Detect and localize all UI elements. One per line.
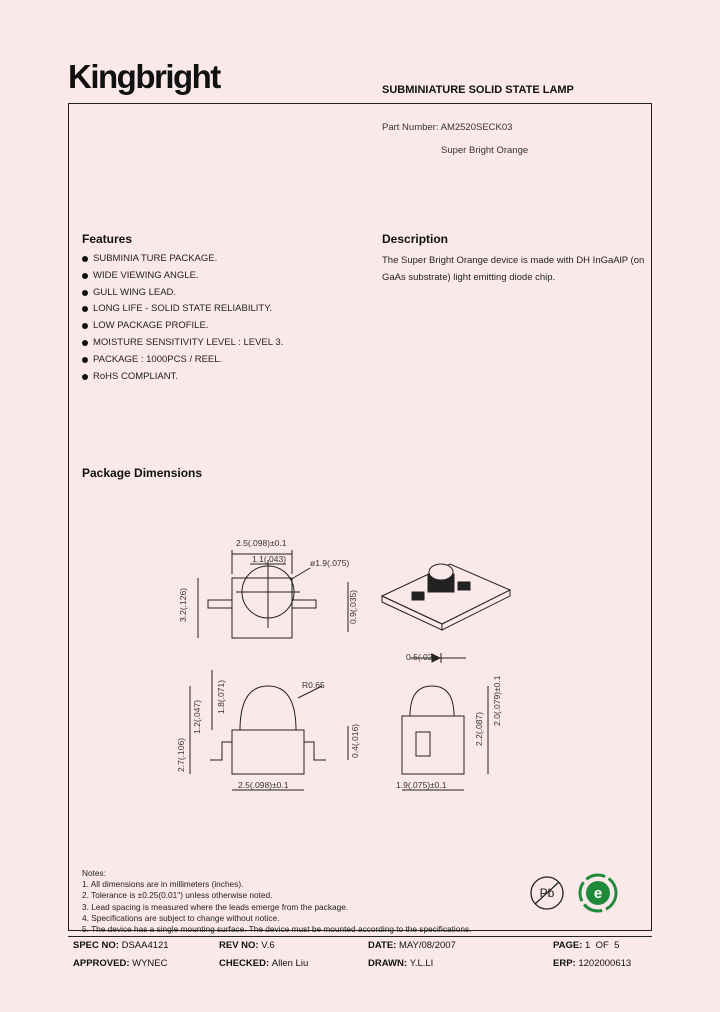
footer-divider bbox=[68, 936, 652, 937]
note-line: 3. Lead spacing is measured where the leads emerge from the package. bbox=[82, 901, 349, 912]
features-heading: Features bbox=[82, 232, 133, 246]
top-view-lead-left bbox=[208, 600, 232, 608]
note-line: 5. The device has a single mounting surface. The device must be mounted according to the specifications. bbox=[82, 924, 472, 935]
dim-label: 2.2(.087) bbox=[474, 711, 484, 746]
spec-no: SPEC NO: DSAA4121 bbox=[73, 940, 169, 951]
feature-item: WIDE VIEWING ANGLE. bbox=[82, 269, 283, 286]
dim-label: 2.0(.079)±0.1 bbox=[492, 675, 502, 726]
note-line: 4. Specifications are subject to change without notice. bbox=[82, 912, 280, 923]
package-dimensions-drawing bbox=[170, 520, 530, 800]
part-number: Part Number: AM2520SECK03 bbox=[382, 122, 513, 133]
dim-label: ø1.9(.075) bbox=[310, 558, 350, 568]
package-dimensions-heading: Package Dimensions bbox=[82, 466, 203, 480]
feature-item: GULL WING LEAD. bbox=[82, 286, 283, 303]
feature-item: LONG LIFE - SOLID STATE RELIABILITY. bbox=[82, 302, 283, 319]
note-line: 1. All dimensions are in millimeters (inches). bbox=[82, 879, 244, 890]
feature-item: SUBMINIA TURE PACKAGE. bbox=[82, 252, 283, 269]
dim-label: 0.4(.016) bbox=[350, 723, 360, 758]
checked-by: CHECKED: Allen Liu bbox=[219, 958, 309, 969]
emitted-color: Super Bright Orange bbox=[441, 145, 529, 156]
top-view-lead-right bbox=[292, 600, 316, 608]
rohs-label: e bbox=[593, 885, 603, 902]
feature-item: LOW PACKAGE PROFILE. bbox=[82, 319, 283, 336]
dim-label: 2.5(.098)±0.1 bbox=[236, 538, 287, 548]
dim-label: 0.5(.02) bbox=[406, 652, 436, 662]
notes-title: Notes: bbox=[82, 868, 106, 878]
rohs-icon bbox=[577, 872, 619, 914]
dim-label: 2.7(.106) bbox=[176, 737, 186, 772]
description-heading: Description bbox=[382, 232, 449, 246]
note-line: 2. Tolerance is ±0.25(0.01") unless otherwise noted. bbox=[82, 890, 273, 901]
dim-label: 0.9(.035) bbox=[348, 589, 358, 624]
erp-number: ERP: 1202000613 bbox=[553, 958, 632, 969]
features-list bbox=[82, 252, 283, 386]
dim-label: R0.65 bbox=[302, 680, 325, 690]
rev-no: REV NO: V.6 bbox=[219, 940, 275, 951]
dim-label: 2.5(.098)±0.1 bbox=[238, 780, 289, 790]
lead-free-label: Pb bbox=[539, 886, 555, 900]
dim-label: 1.9(.075)±0.1 bbox=[396, 780, 447, 790]
feature-item: MOISTURE SENSITIVITY LEVEL : LEVEL 3. bbox=[82, 336, 283, 353]
content-frame bbox=[68, 103, 652, 931]
feature-item: PACKAGE : 1000PCS / REEL. bbox=[82, 353, 283, 370]
drawn-by: DRAWN: Y.L.LI bbox=[368, 958, 434, 969]
side-view-dome bbox=[240, 686, 296, 730]
lead-free-icon bbox=[528, 874, 566, 912]
dim-label: 1.8(.071) bbox=[216, 679, 226, 714]
kingbright-logo: Kingbright bbox=[68, 58, 220, 95]
dim-label: 1.2(.047) bbox=[192, 699, 202, 734]
top-view-body bbox=[232, 578, 292, 638]
notes-block bbox=[82, 868, 471, 935]
side-view-body bbox=[232, 730, 304, 774]
date: DATE: MAY/08/2007 bbox=[368, 940, 456, 951]
description-text: The Super Bright Orange device is made with DH InGaAlP (on GaAs substrate) light emitting diode chip. bbox=[382, 255, 645, 283]
page-number: PAGE: 1 OF 5 bbox=[553, 940, 620, 951]
approved-by: APPROVED: WYNEC bbox=[73, 958, 168, 969]
feature-item: RoHS COMPLIANT. bbox=[82, 370, 283, 387]
dim-label: 3.2(.126) bbox=[178, 587, 188, 622]
dim-label: 1.1(.043) bbox=[252, 554, 287, 564]
end-view-body bbox=[402, 716, 464, 774]
end-view-dome bbox=[410, 686, 454, 716]
document-title: SUBMINIATURE SOLID STATE LAMP bbox=[382, 84, 574, 96]
